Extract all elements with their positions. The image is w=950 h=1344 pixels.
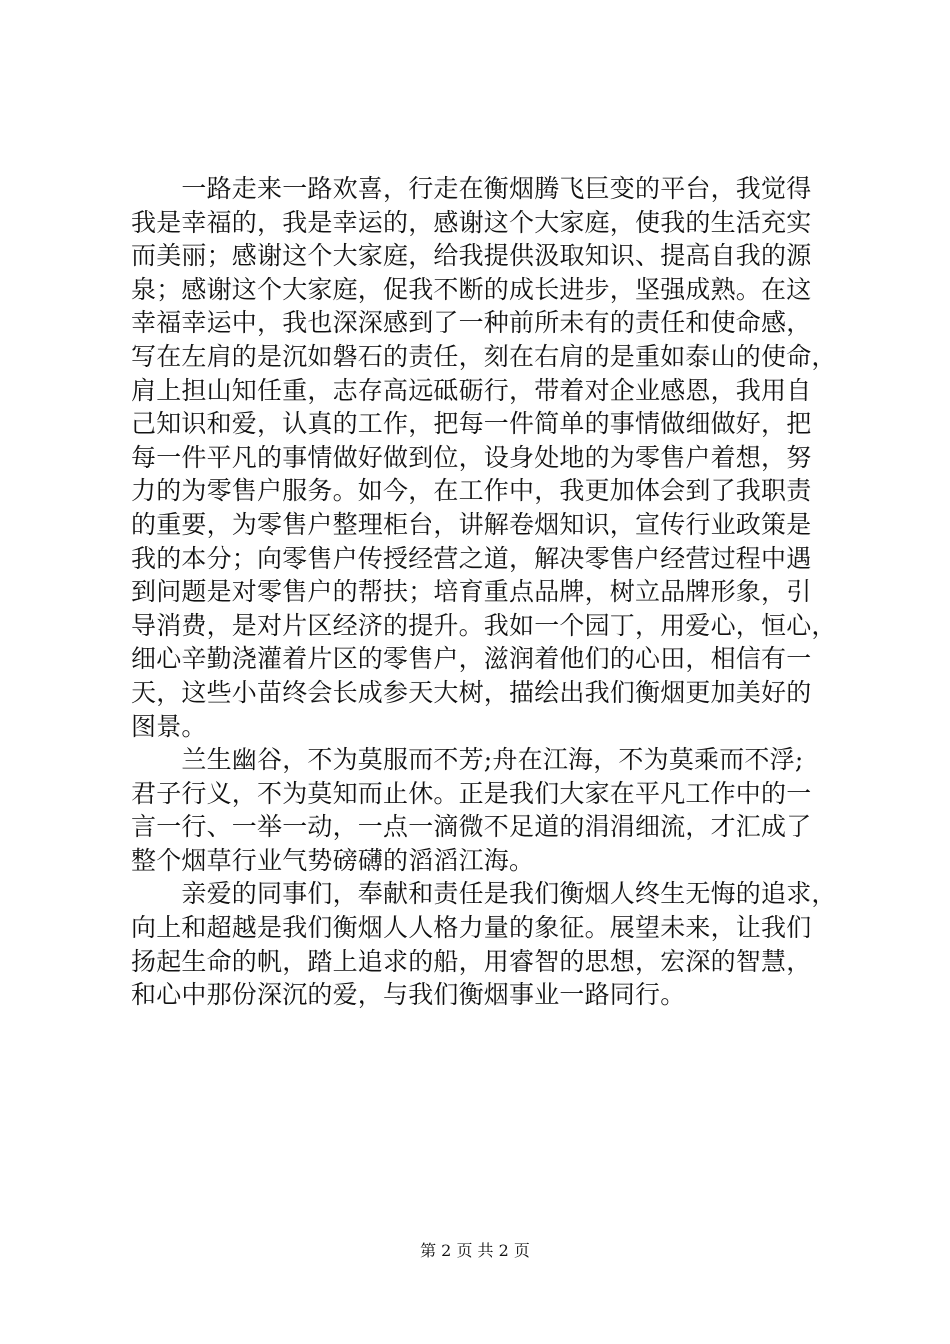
text-line: 扬起生命的帆，踏上追求的船，用睿智的思想，宏深的智慧， bbox=[131, 946, 812, 976]
text-line: 一路走来一路欢喜，行走在衡烟腾飞巨变的平台，我觉得 bbox=[131, 174, 812, 203]
text-line: 和心中那份深沉的爱，与我们衡烟事业一路同行。 bbox=[131, 980, 686, 1010]
text-line: 写在左肩的是沉如磐石的责任，刻在右肩的是重如泰山的使命， bbox=[131, 341, 837, 371]
text-line: 力的为零售户服务。如今，在工作中，我更加体会到了我职责 bbox=[131, 476, 812, 506]
text-line: 每一件平凡的事情做好做到位，设身处地的为零售户着想，努 bbox=[131, 442, 812, 472]
text-line: 而美丽；感谢这个大家庭，给我提供汲取知识、提高自我的源 bbox=[131, 241, 812, 271]
text-line: 亲爱的同事们，奉献和责任是我们衡烟人终生无悔的追求， bbox=[131, 879, 837, 909]
text-line: 导消费，是对片区经济的提升。我如一个园丁，用爱心，恒心， bbox=[131, 610, 837, 640]
text-line: 的重要，为零售户整理柜台，讲解卷烟知识，宣传行业政策是 bbox=[131, 509, 812, 539]
text-line: 整个烟草行业气势磅礴的滔滔江海。 bbox=[131, 845, 535, 875]
text-line: 到问题是对零售户的帮扶；培育重点品牌，树立品牌形象，引 bbox=[131, 577, 812, 607]
text-line: 我是幸福的，我是幸运的，感谢这个大家庭，使我的生活充实 bbox=[131, 207, 812, 237]
text-line: 肩上担山知任重，志存高远砥砺行，带着对企业感恩，我用自 bbox=[131, 375, 812, 405]
text-line: 向上和超越是我们衡烟人人格力量的象征。展望未来，让我们 bbox=[131, 913, 812, 943]
text-line: 言一行、一举一动，一点一滴微不足道的涓涓细流，才汇成了 bbox=[131, 812, 812, 842]
page-number-footer: 第 2 页 共 2 页 bbox=[420, 1241, 530, 1260]
text-line: 兰生幽谷，不为莫服而不芳;舟在江海，不为莫乘而不浮; bbox=[131, 745, 804, 775]
text-line: 我的本分；向零售户传授经营之道，解决零售户经营过程中遇 bbox=[131, 543, 812, 573]
text-line: 泉；感谢这个大家庭，促我不断的成长进步，坚强成熟。在这 bbox=[131, 274, 812, 304]
document-body bbox=[131, 172, 837, 1012]
text-line: 细心辛勤浇灌着片区的零售户，滋润着他们的心田，相信有一 bbox=[131, 644, 812, 674]
text-line: 己知识和爱，认真的工作，把每一件简单的事情做细做好，把 bbox=[131, 409, 812, 439]
text-line: 幸福幸运中，我也深深感到了一种前所未有的责任和使命感， bbox=[131, 308, 812, 338]
text-line: 君子行义，不为莫知而止休。正是我们大家在平凡工作中的一 bbox=[131, 778, 812, 808]
text-line: 图景。 bbox=[131, 711, 207, 741]
text-line: 天，这些小苗终会长成参天大树，描绘出我们衡烟更加美好的 bbox=[131, 677, 812, 707]
